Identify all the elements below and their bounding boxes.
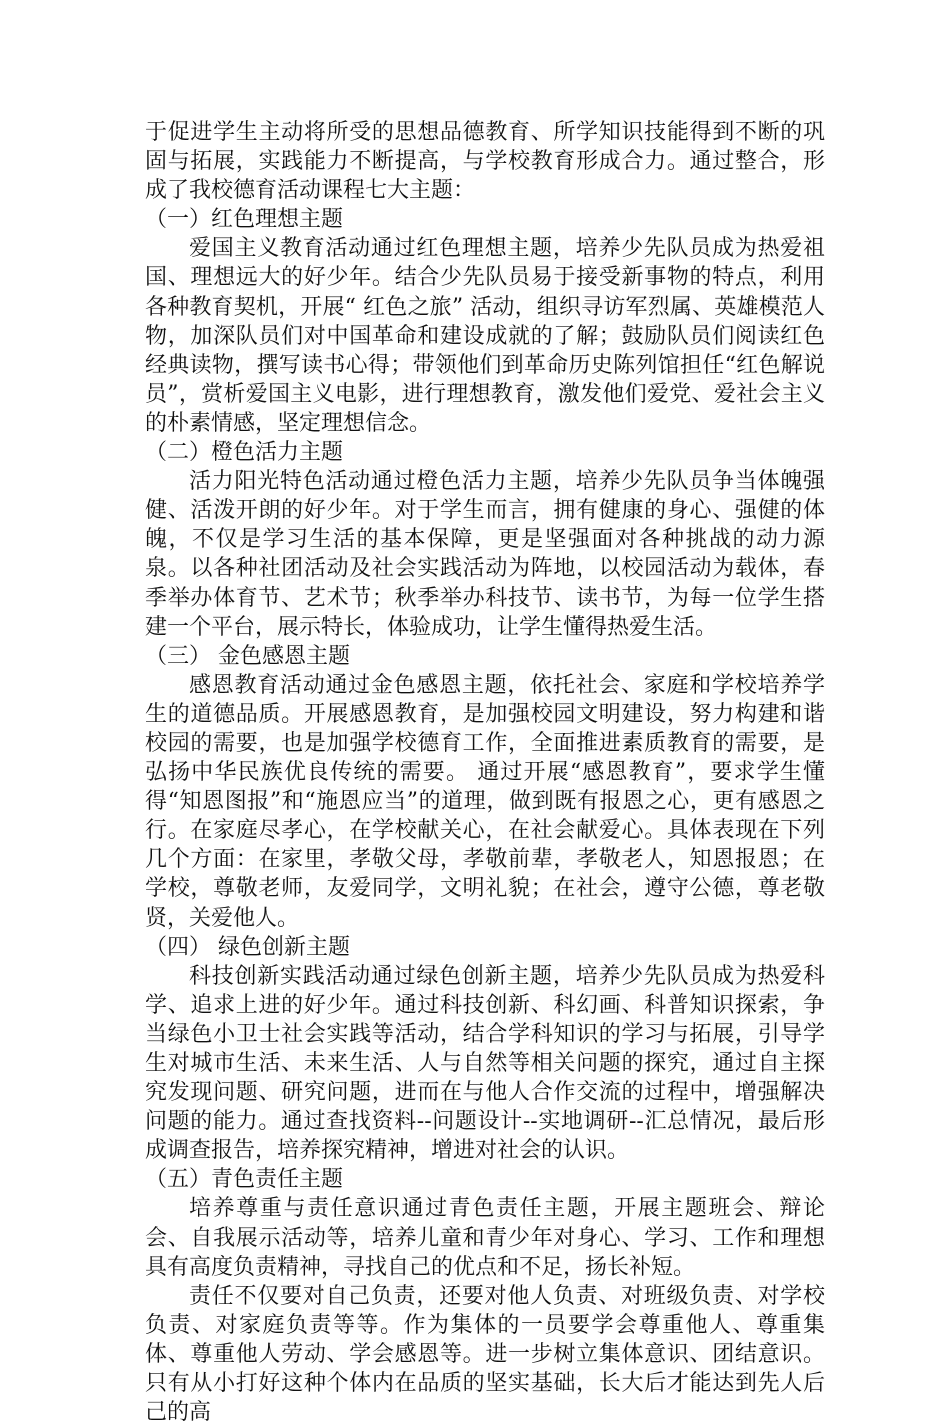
paragraph-intro-continued: 于促进学生主动将所受的思想品德教育、所学知识技能得到不断的巩固与拓展，实践能力不断提高，与学校教育形成合力。通过整合，形成了我校德育活动课程七大主题：: [145, 120, 825, 204]
section-heading-green-innovation: （四） 绿色创新主题: [145, 934, 350, 960]
section-heading-gold-gratitude: （三） 金色感恩主题: [145, 643, 350, 669]
paragraph-red-ideals: 爱国主义教育活动通过红色理想主题，培养少先队员成为热爱祖国、理想远大的好少年。结合少先队员易于接受新事物的特点，利用各种教育契机，开展“ 红色之旅” 活动，组织寻访军烈属、英雄模范人物，加深队员们对中国革命和建设成就的了解；鼓励队员们阅读红色经典读物，撰写读书心得；带领他们到革命历史陈列馆担任“红色解说员”，赏析爱国主义电影，进行理想教育，激发他们爱党、爱社会主义的朴素情感，坚定理想信念。: [145, 236, 825, 436]
paragraph-green-innovation: 科技创新实践活动通过绿色创新主题，培养少先队员成为热爱科学、追求上进的好少年。通过科技创新、科幻画、科普知识探索，争当绿色小卫士社会实践等活动，结合学科知识的学习与拓展，引导学生对城市生活、未来生活、人与自然等相关问题的探究，通过自主探究发现问题、研究问题，进而在与他人合作交流的过程中，增强解决问题的能力。通过查找资料--问题设计--实地调研--汇总情况，最后形成调查报告，培养探究精神，增进对社会的认识。: [145, 963, 825, 1164]
section-heading-cyan-responsibility: （五）青色责任主题: [145, 1167, 344, 1193]
paragraph-cyan-responsibility-1: 培养尊重与责任意识通过青色责任主题，开展主题班会、辩论会、自我展示活动等，培养儿童和青少年对身心、学习、工作和理想具有高度负责精神，寻找自己的优点和不足，扬长补短。: [145, 1196, 825, 1280]
paragraph-gold-gratitude: 感恩教育活动通过金色感恩主题，依托社会、家庭和学校培养学生的道德品质。开展感恩教育，是加强校园文明建设，努力构建和谐校园的需要，也是加强学校德育工作，全面推进素质教育的需要，是弘扬中华民族优良传统的需要。 通过开展“感恩教育”，要求学生懂得“知恩图报”和“施恩应当”的道理，做到既有报恩之心，更有感恩之行。在家庭尽孝心，在学校献关心，在社会献爱心。具体表现在下列几个方面：在家里，孝敬父母，孝敬前辈，孝敬老人，知恩报恩；在学校，尊敬老师，友爱同学，文明礼貌；在社会，遵守公德，尊老敬贤，关爱他人。: [145, 672, 825, 931]
document-page: [145, 118, 825, 1427]
section-heading-red-ideals: （一）红色理想主题: [145, 207, 344, 233]
section-heading-orange-vitality: （二）橙色活力主题: [145, 440, 344, 466]
paragraph-cyan-responsibility-2: 责任不仅要对自己负责，还要对他人负责、对班级负责、对学校负责、对家庭负责等等。作为集体的一员要学会尊重他人、尊重集体、尊重他人劳动、学会感恩等。进一步树立集体意识、团结意识。只有从小打好这种个体内在品质的坚实基础，长大后才能达到先人后己的高: [145, 1283, 825, 1426]
paragraph-orange-vitality: 活力阳光特色活动通过橙色活力主题，培养少先队员争当体魄强健、活泼开朗的好少年。对于学生而言，拥有健康的身心、强健的体魄，不仅是学习生活的基本保障，更是坚强面对各种挑战的动力源泉。以各种社团活动及社会实践活动为阵地，以校园活动为载体，春季举办体育节、艺术节；秋季举办科技节、读书节，为每一位学生搭建一个平台，展示特长，体验成功，让学生懂得热爱生活。: [145, 469, 825, 640]
